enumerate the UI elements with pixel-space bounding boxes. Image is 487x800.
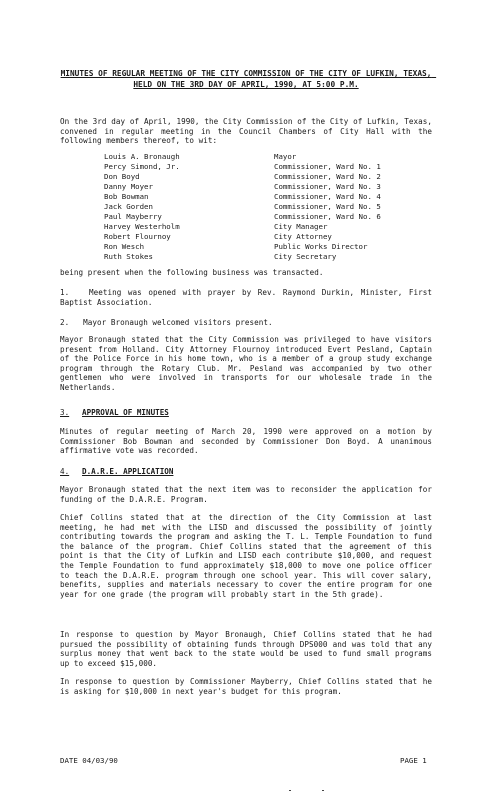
scan-speck xyxy=(322,790,324,791)
item-1-prayer: 1. Meeting was opened with prayer by Rev. Raymond Durkin, Minister, First Baptist Association. xyxy=(60,288,437,307)
visitors-paragraph: Mayor Bronaugh stated that the City Commission was privileged to have visitors present from Holland. City Attorney Flournoy introduced Evert Pesland, Captain of the Police Force in his home town, who is a member of a group study exchange program through the Rotary Club. Mr. Pesland was accompanied by two other gentlemen who were involved in transports for our wholesale trade in the Netherlands. xyxy=(60,335,437,392)
dare-paragraph-3: In response to question by Mayor Bronaugh, Chief Collins stated that he had pursued the possibility of obtaining funds through DPS000 and was told that any surplus money that went back to the state would be used to fund small programs up to exceed $15,000. xyxy=(60,630,437,668)
roster-title: Commissioner, Ward No. 1 xyxy=(274,162,381,171)
roster-row xyxy=(104,252,444,262)
intro-paragraph: On the 3rd day of April, 1990, the City Commission of the City of Lufkin, Texas, convened in regular meeting in the Council Chambers of City Hall with the following members thereof, to wit: xyxy=(60,117,437,146)
roster-title: Commissioner, Ward No. 2 xyxy=(274,172,381,181)
roster-row xyxy=(104,182,444,192)
roster-row xyxy=(104,202,444,212)
roster-row xyxy=(104,232,444,242)
roster-title: Commissioner, Ward No. 6 xyxy=(274,212,381,221)
section-label: APPROVAL OF MINUTES xyxy=(82,408,169,417)
roster-name: Jack Gorden xyxy=(104,202,153,211)
being-present-line: being present when the following business was transacted. xyxy=(60,268,324,277)
roster-row xyxy=(104,172,444,182)
roster-title: Commissioner, Ward No. 3 xyxy=(274,182,381,191)
roster-title: City Manager xyxy=(274,222,328,231)
roster-row xyxy=(104,162,444,172)
roster-row xyxy=(104,242,444,252)
dare-paragraph-2: Chief Collins stated that at the direction of the City Commission at last meeting, he had met with the LISD and discussed the possibility of jointly contributing towards the program and asking the T. L. Temple Foundation to fund the balance of the program. Chief Collins stated that the agreement of this point is that the City of Lufkin and LISD each contribute $10,000, and request the Temple Foundation to fund approximately $18,000 to move one police officer to teach the D.A.R.E. program through one school year. This will cover salary, benefits, supplies and materials necessary to cover the entire program for one year for one grade (the program will probably start in the 5th grade). xyxy=(60,513,437,599)
footer-date: DATE 04/03/90 xyxy=(60,756,118,765)
roster-name: Percy Simond, Jr. xyxy=(104,162,180,171)
roster-name: Bob Bowman xyxy=(104,192,149,201)
roster-title: Public Works Director xyxy=(274,242,368,251)
roster-name: Danny Moyer xyxy=(104,182,153,191)
minutes-approval-paragraph: Minutes of regular meeting of March 20, 1990 were approved on a motion by Commissioner Bob Bowman and seconded by Commissioner Don Boyd. A unanimous affirmative vote was recorded. xyxy=(60,427,437,456)
roster-title: Commissioner, Ward No. 4 xyxy=(274,192,381,201)
section-number: 4. xyxy=(60,467,70,476)
dare-paragraph-1: Mayor Bronaugh stated that the next item was to reconsider the application for funding of the D.A.R.E. Program. xyxy=(60,485,437,504)
roster-name: Robert Flournoy xyxy=(104,232,171,241)
section-number: 3. xyxy=(60,408,70,417)
footer-page: PAGE 1 xyxy=(400,756,427,765)
roster-title: Commissioner, Ward No. 5 xyxy=(274,202,381,211)
roster-name: Harvey Westerholm xyxy=(104,222,180,231)
scan-speck xyxy=(289,790,291,791)
roster-row xyxy=(104,212,444,222)
roster-row xyxy=(104,192,444,202)
item-2-welcome: 2. Mayor Bronaugh welcomed visitors present. xyxy=(60,318,273,327)
roster-title: City Secretary xyxy=(274,252,337,261)
minutes-title: MINUTES OF REGULAR MEETING OF THE CITY COMMISSION OF THE CITY OF LUFKIN, TEXAS, HELD ON THE 3RD DAY OF APRIL, 1990, AT 5:00 P.M. xyxy=(60,69,437,89)
roster-row xyxy=(104,222,444,232)
section-heading-dare xyxy=(60,467,173,477)
roster-name: Paul Mayberry xyxy=(104,212,162,221)
roster-title: Mayor xyxy=(274,152,297,161)
roster-title: City Attorney xyxy=(274,232,332,241)
roster-name: Don Boyd xyxy=(104,172,140,181)
roster-name: Ron Wesch xyxy=(104,242,145,251)
roster-name: Louis A. Bronaugh xyxy=(104,152,180,161)
attendee-roster xyxy=(104,152,444,262)
dare-paragraph-4: In response to question by Commissioner Mayberry, Chief Collins stated that he is asking for $10,000 in next year's budget for this program. xyxy=(60,677,437,696)
roster-name: Ruth Stokes xyxy=(104,252,153,261)
roster-row xyxy=(104,152,444,162)
section-label: D.A.R.E. APPLICATION xyxy=(82,467,174,476)
section-heading-approval xyxy=(60,408,169,418)
